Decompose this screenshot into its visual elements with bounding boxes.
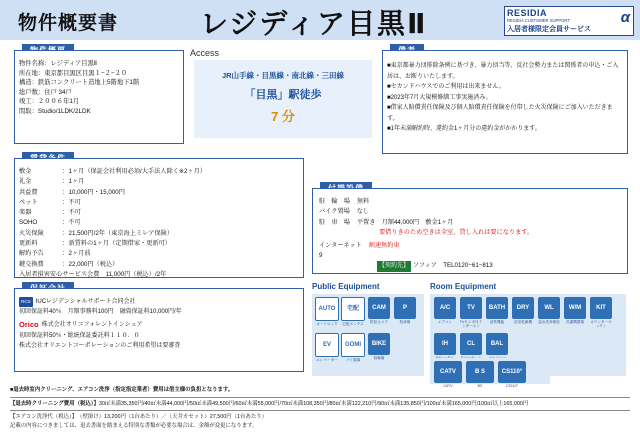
ih-icon-glyph: IH [434, 333, 456, 355]
terms-row: 入居者損害安心サービス会費 11,000円（税込）/2年 [19, 270, 167, 278]
remark-item: ■東京都暴力団排除条例に基づき、暴力団当等、反社会勢力または関係者の申込・ご入居は、お断りいたします。 [387, 63, 619, 80]
access-box [194, 60, 372, 138]
dryer-caption: 浴室乾燥機 [514, 320, 532, 324]
terms-row: 礼金 ：1ヶ月 [19, 178, 85, 186]
cs110-caption: CS110° [505, 384, 519, 388]
washer-icon-glyph: W/M [564, 297, 586, 319]
terms-row: ペット ：不可 [19, 198, 81, 206]
footnote-cleaning-label: 【退去時クリーニング費用（税込）】 [10, 400, 99, 407]
bicycle-icon [367, 333, 391, 367]
trash-icon [341, 333, 365, 367]
catv-icon-glyph: CATV [434, 361, 462, 383]
facility-value: なし [356, 208, 370, 216]
bath-icon [485, 297, 509, 331]
footnote-line-4: 記載の内容につきましては、退去書面を踏まえる特別な書類が必要な場合は、金額が変更になります。 [10, 422, 258, 429]
bicycle-icon-glyph: BIKE [368, 333, 390, 355]
facilities-list [319, 197, 619, 272]
room-equipment-title: Room Equipment [430, 282, 497, 291]
access-label: Access [190, 48, 220, 58]
auto-lock-icon [315, 297, 339, 331]
dryer-icon-glyph: DRY [512, 297, 534, 319]
bath-icon-glyph: BATH [486, 297, 508, 319]
elevator-icon [315, 333, 339, 367]
remark-item: ■借家人賠償責任保険及び個人賠償責任保険を付帯した火災保険にご加入いただきます。 [387, 105, 613, 122]
closet-icon-glyph: CL [460, 333, 482, 355]
washlet-caption: 温水洗浄便座 [538, 320, 560, 324]
internet-row [319, 241, 619, 251]
overview-row: 構造：鉄筋コンクリート造地上5階地下1階 [19, 79, 140, 87]
parking-icon [393, 297, 417, 331]
terms-box [14, 158, 304, 278]
overview-row: 間取：Studio/1LDK/2LDK [19, 107, 91, 115]
public-equipment-grid [312, 294, 424, 370]
remark-item: ■セカンドハウスでのご利用は出来ません。 [387, 84, 505, 90]
guarantee-list [19, 297, 299, 351]
terms-row: SOHO ：不可 [19, 219, 81, 227]
facility-row [319, 197, 619, 207]
internet-value: 割速無約束 [368, 241, 400, 249]
facility-label: バイク置場 [319, 208, 350, 216]
orico-logo-icon: Orico [19, 320, 39, 330]
facilities-box [312, 188, 628, 274]
terms-row: 鍵交換費 ：22,000円（税込） [19, 260, 119, 268]
facility-label: 駐 車 場 [319, 218, 350, 226]
remarks-list [387, 61, 623, 135]
terms-row: 敷金 ：1ヶ月（保証会社利用必須/大手法人除く※2ヶ月） [19, 168, 207, 175]
internet-number: 9 [319, 252, 323, 260]
elevator-caption: エレベーター [316, 358, 338, 362]
bs-caption: BS [477, 384, 483, 388]
parking-icon-glyph: P [394, 297, 416, 319]
guarantee-company-1: IUCレジデンシャルサポート合同会社 [35, 299, 136, 305]
delivery-box-icon-glyph: 宅配 [341, 297, 365, 321]
residia-logo [504, 6, 634, 36]
guarantee-company-1-detail: 初回保証料40％ 月額事務料100円 融資保証料10,000円/年 [19, 309, 182, 316]
washlet-icon [537, 297, 561, 331]
air-conditioner-icon [433, 297, 457, 331]
overview-row: 竣工：２００６年1月 [19, 98, 80, 106]
document-header [0, 0, 640, 40]
elevator-icon-glyph: EV [315, 333, 339, 357]
intercom-icon [459, 297, 483, 331]
facility-value: 無料 [356, 198, 370, 205]
terms-list [19, 167, 206, 280]
auto-lock-icon-glyph: AUTO [315, 297, 339, 321]
parking-caption: 駐車場 [399, 320, 411, 324]
catv-caption: CATV [443, 384, 453, 388]
internet-label: インターネット [319, 241, 362, 249]
guarantee-box [14, 288, 304, 372]
counter-kitchen-icon [589, 297, 613, 331]
overview-row: 所在地：東京都目黒区目黒１−２−２０ [19, 69, 128, 77]
guarantee-company-2-row [19, 320, 299, 330]
provider-tag: 【契約先】 [377, 261, 411, 271]
cs110-icon-glyph: CS110° [498, 361, 526, 383]
access-station: 「目黒」駅徒歩 [244, 89, 322, 101]
terms-row: 解約予告 ：2ヶ月前 [19, 250, 91, 258]
camera-caption: 防犯カメラ [370, 320, 388, 324]
bath-caption: 追焚機能 [489, 320, 505, 324]
footnote-line-3: 【エアコン洗浄代（税込）】 （壁掛け）13,200円（1台あたり）／（天井カセット）27,500円（1台あたり） [10, 414, 268, 421]
trash-caption: ゴミ置場 [345, 358, 361, 362]
provider-value: ソフィア TEL0120−61−813 [412, 262, 493, 270]
logo-alpha-icon: α [620, 9, 630, 26]
terms-row: 更新料 ：新賃料の1ヶ月（定期借家・更新可） [19, 240, 171, 248]
balcony-icon-glyph: BAL [486, 333, 508, 355]
facility-label: 駐 輪 場 [319, 198, 350, 205]
property-name-title: レジディア目黒Ⅱ [200, 8, 428, 39]
facility-row [319, 207, 619, 217]
camera-icon-glyph: CAM [368, 297, 390, 319]
facility-note: 要借りきのため空きは全室、貸し入れは要になります。 [379, 229, 534, 237]
overview-box [14, 50, 184, 144]
camera-icon [367, 297, 391, 331]
delivery-box-caption: 宅配ボックス [342, 322, 364, 326]
guarantee-company-2: 株式会社オリコフォレントインシュア [41, 322, 143, 329]
air-conditioner-caption: エアコン [437, 320, 453, 324]
overview-rows [19, 59, 139, 117]
footnote-divider [10, 397, 630, 398]
counter-kitchen-icon-glyph: KIT [590, 297, 612, 319]
bs-icon-glyph: B S [466, 361, 494, 383]
footnote-line-2 [10, 400, 630, 409]
remarks-box [382, 50, 628, 154]
footnote-line-1: ■退去時室内クリーニング、エアコン洗浄（指定指定業者）費用は借主様の負担となります。 [10, 387, 234, 393]
terms-row: 共益費 ：10,000円・15,000円 [19, 188, 125, 196]
provider-row [319, 261, 619, 271]
guarantee-company-1-row [19, 297, 299, 307]
guarantee-company-2-note: 株式会社オリエントコーポレーションのご利用希望は要審査 [19, 342, 181, 349]
air-conditioner-icon-glyph: A/C [434, 297, 456, 319]
washer-caption: 洗濯機置場 [566, 320, 584, 324]
bicycle-caption: 駐輪場 [373, 356, 385, 360]
guarantee-company-2-detail: 初回保証料50％・総統保証委託料１１０．０ [19, 332, 140, 339]
overview-row: 総戸数：住戸 34戸 [19, 88, 72, 96]
footnote-cleaning-values: 30㎡未満35,350円/40㎡未満44,000円/50㎡未満49,500円/60㎡未満55,000円/70㎡未満108,350円/80㎡未満122,210円/90㎡未満135,850円/100㎡未満165,000円/100㎡以上165,000円 [98, 400, 529, 407]
access-walk-time: 7 分 [271, 109, 295, 124]
remark-item: ■1年未満解約時、違約金1ヶ月分の違約金がかかります。 [387, 126, 541, 132]
terms-row: 楽器 ：不可 [19, 209, 81, 217]
delivery-box-icon [341, 297, 365, 331]
access-train-lines: JR山手線・目黒線・南北線・三田線 [221, 71, 345, 80]
public-equipment-panel [312, 294, 424, 376]
dryer-icon [511, 297, 535, 331]
terms-row: 火災保険 ：21,500円/2年（東京海上ミレア保険） [19, 229, 174, 237]
intercom-caption: TVモニタ付インターホン [459, 320, 483, 328]
broadcast-equipment-panel [430, 358, 550, 388]
auto-lock-caption: オートロック [316, 322, 338, 326]
facility-row [319, 218, 619, 228]
logo-brand: RESIDIA [507, 8, 548, 18]
logo-service-line: 入居者様限定会員サービス [507, 26, 591, 33]
intercom-icon-glyph: TV [460, 297, 482, 319]
washlet-icon-glyph: WL [538, 297, 560, 319]
footnotes [10, 386, 630, 430]
rcs-logo-icon: RCS [19, 297, 33, 307]
document-title: 物件概要書 [18, 13, 119, 34]
washer-icon [563, 297, 587, 331]
counter-kitchen-caption: カウンターキッチン [590, 320, 612, 328]
overview-row: 物件名称：レジディア目黒Ⅱ [19, 60, 98, 67]
public-equipment-title: Public Equipment [312, 282, 380, 291]
footnote-divider [10, 410, 630, 411]
remark-item: ■2023年7月大規模修繕工事実施済み。 [387, 94, 492, 101]
logo-subtitle: RESIDIA CUSTOMER SUPPORT [507, 18, 570, 23]
facility-value: 平置き 月額44,000円 敷金1ヶ月 [356, 218, 454, 226]
trash-icon-glyph: GOMI [341, 333, 365, 357]
